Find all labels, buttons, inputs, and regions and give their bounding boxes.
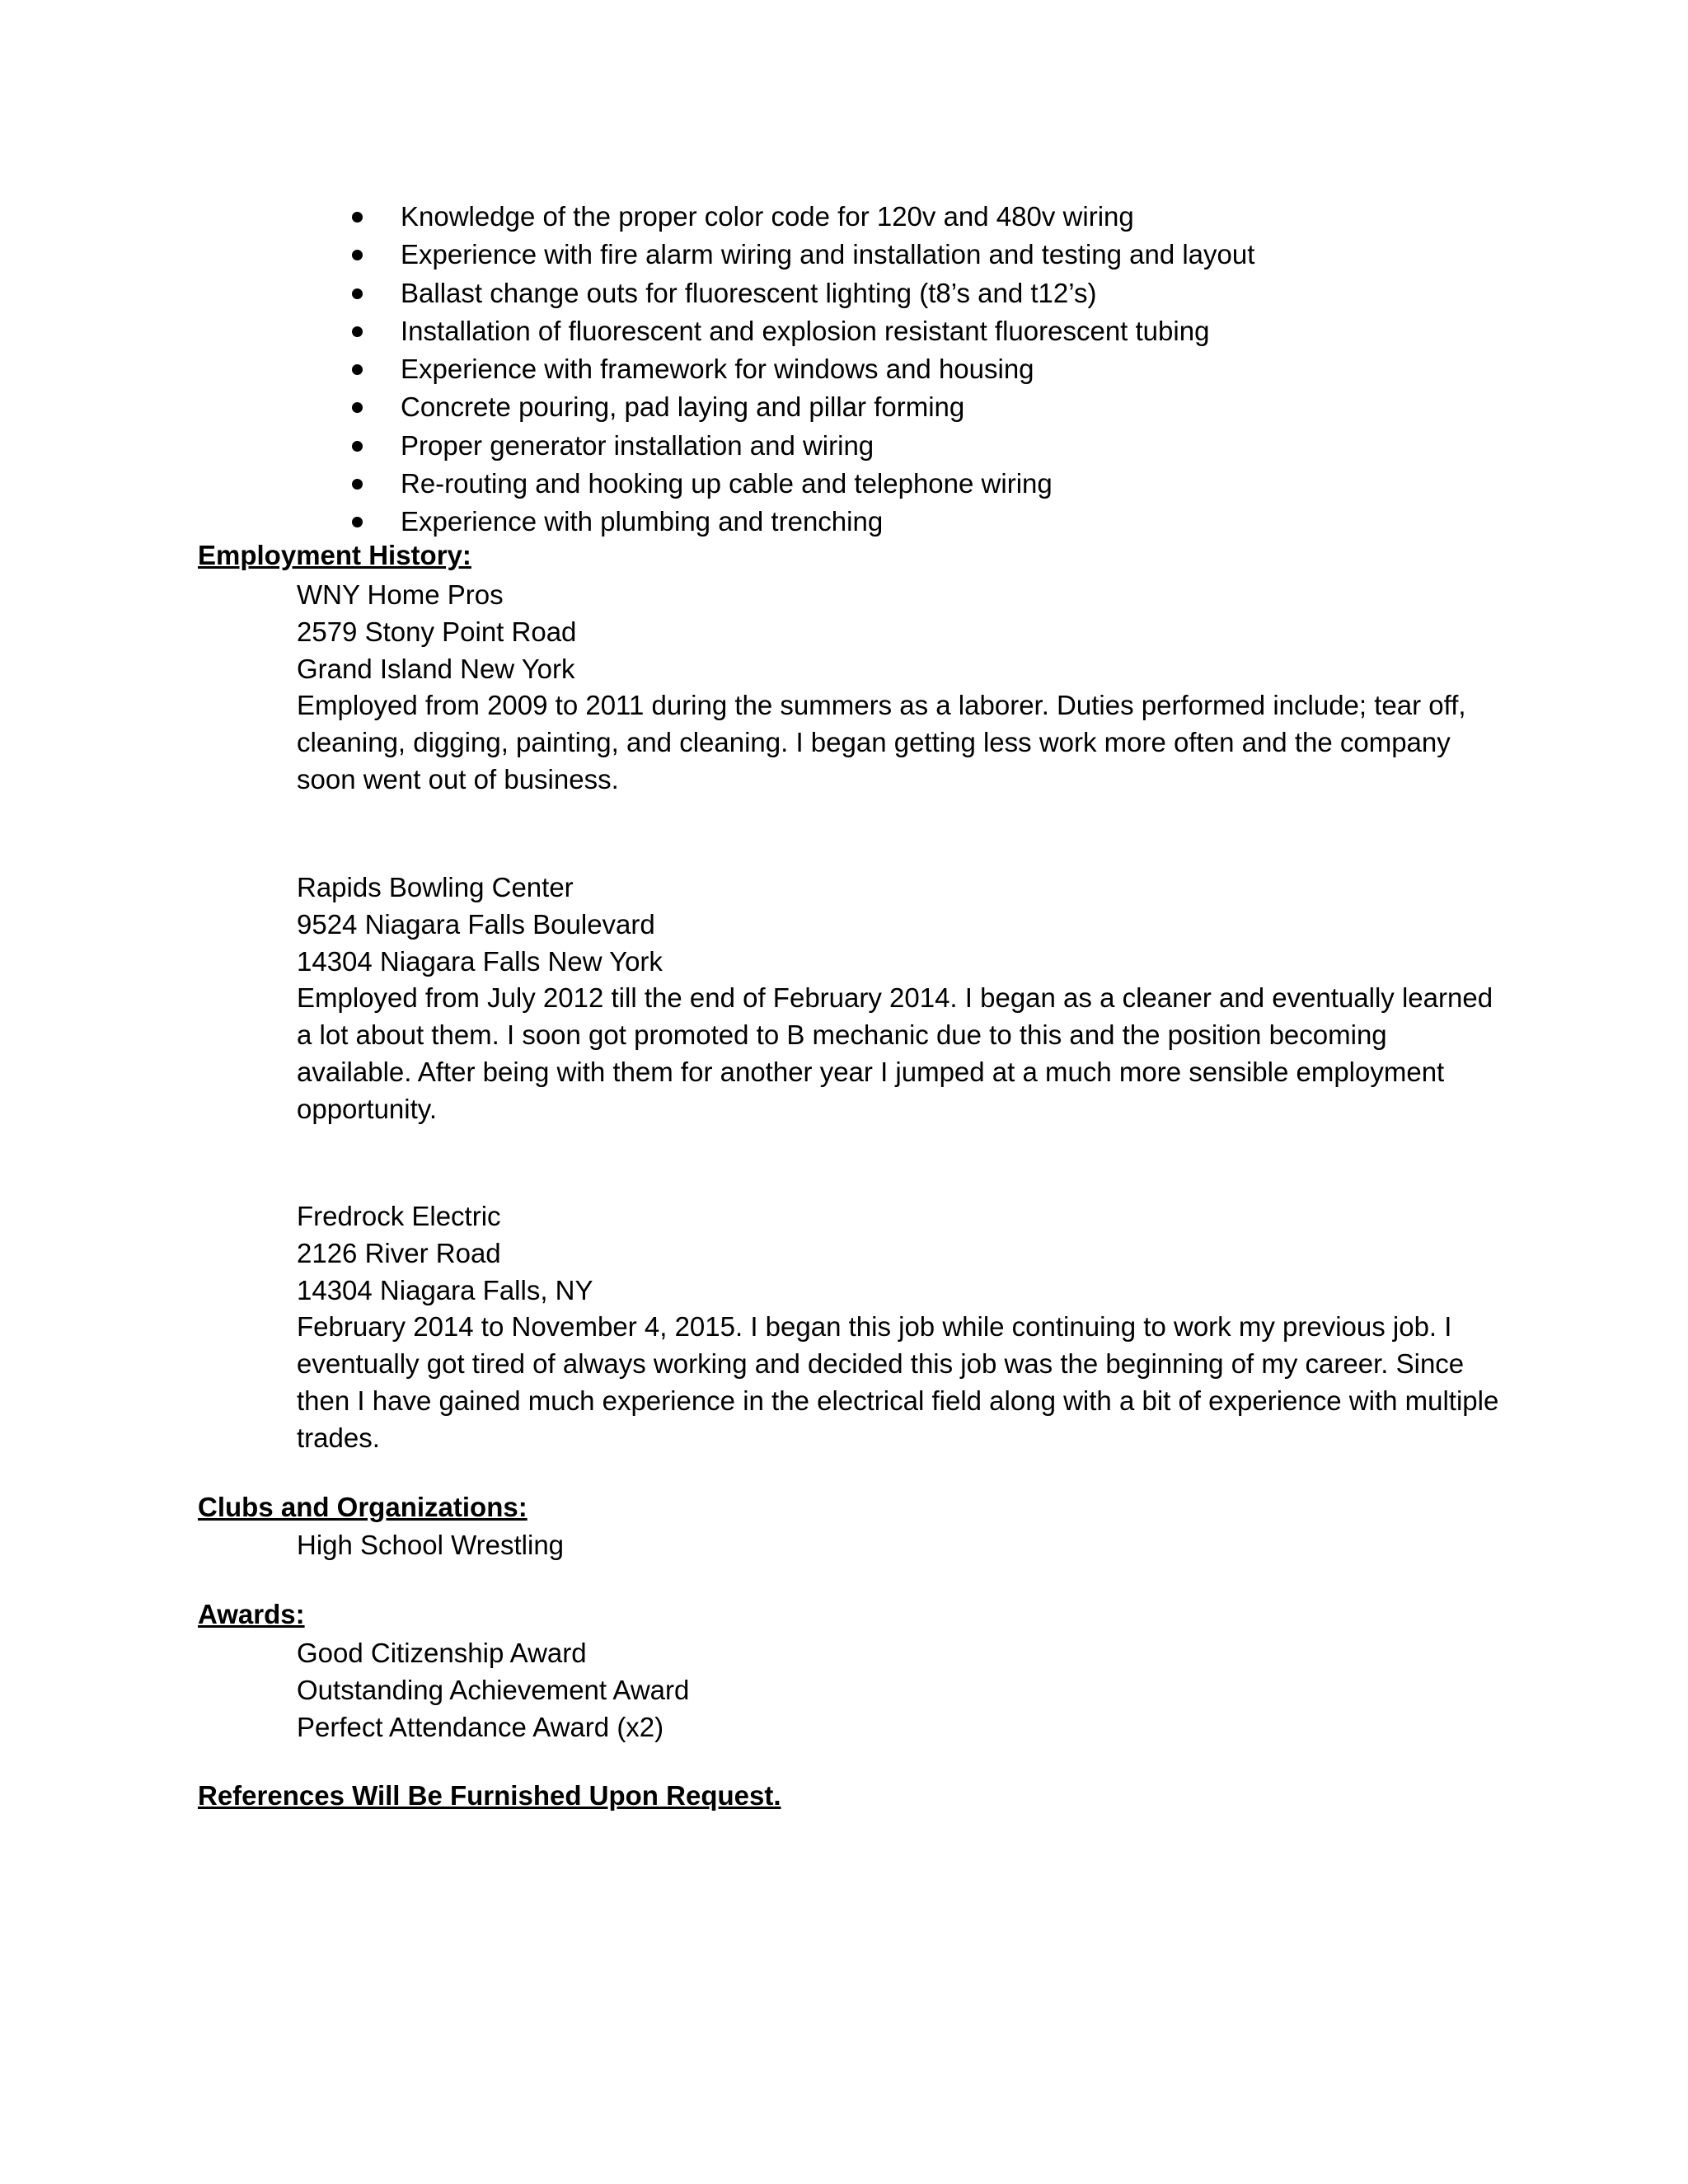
- job-description: February 2014 to November 4, 2015. I began this job while continuing to work my previous job. I eventually got tired of always working and decided this job was the beginning of my career. Since then I have gained much experience in the electrical field along with a bit of experience with multiple trades.: [297, 1311, 1499, 1453]
- skill-text: Experience with framework for windows and housing: [401, 354, 1034, 385]
- job-entry-wny-home-pros: [297, 577, 1500, 799]
- bullet-icon: [352, 441, 363, 452]
- company-name: Fredrock Electric: [297, 1201, 501, 1231]
- bullet-icon: [352, 402, 363, 413]
- list-item: [346, 312, 1254, 350]
- list-item: [346, 427, 1254, 465]
- company-address: 2579 Stony Point Road: [297, 616, 577, 647]
- bullet-icon: [352, 212, 363, 223]
- skill-text: Experience with plumbing and trenching: [401, 506, 884, 537]
- list-item: [346, 503, 1254, 541]
- references-statement: References Will Be Furnished Upon Request.: [198, 1780, 781, 1811]
- skill-text: Proper generator installation and wiring: [401, 429, 874, 461]
- bullet-icon: [352, 364, 363, 375]
- awards-list: [297, 1635, 1500, 1746]
- employment-history-heading: Employment History:: [198, 540, 471, 570]
- list-item: [346, 388, 1254, 426]
- bullet-icon: [352, 250, 363, 260]
- bullet-icon: [352, 517, 363, 527]
- skill-text: Knowledge of the proper color code for 120v and 480v wiring: [401, 201, 1134, 232]
- skill-text: Installation of fluorescent and explosion resistant fluorescent tubing: [401, 315, 1210, 346]
- bullet-icon: [352, 479, 363, 490]
- list-item: [346, 465, 1254, 503]
- list-item: [346, 350, 1254, 388]
- list-item: Outstanding Achievement Award: [297, 1674, 690, 1705]
- skill-text: Concrete pouring, pad laying and pillar forming: [401, 391, 965, 423]
- skill-text: Re-routing and hooking up cable and telephone wiring: [401, 468, 1053, 499]
- list-item: High School Wrestling: [297, 1530, 565, 1560]
- company-address: 2126 River Road: [297, 1237, 501, 1268]
- job-entry-fredrock-electric: [297, 1198, 1500, 1457]
- company-city: Grand Island New York: [297, 653, 575, 684]
- company-city: 14304 Niagara Falls New York: [297, 945, 663, 977]
- job-entry-rapids-bowling-center: [297, 869, 1500, 1128]
- awards-heading: Awards:: [198, 1599, 305, 1629]
- list-item: Perfect Attendance Award (x2): [297, 1711, 664, 1742]
- job-description: Employed from 2009 to 2011 during the summers as a laborer. Duties performed include; tear off, cleaning, digging, painting, and cleaning. I began getting less work more often and the company soon went out of business.: [297, 690, 1466, 794]
- job-description: Employed from July 2012 till the end of February 2014. I began as a cleaner and eventually learned a lot about them. I soon got promoted to B mechanic due to this and the position becoming available. After being with them for another year I jumped at a much more sensible employment opportunity.: [297, 982, 1493, 1124]
- skill-text: Ballast change outs for fluorescent lighting (t8’s and t12’s): [401, 277, 1097, 308]
- company-name: Rapids Bowling Center: [297, 872, 574, 902]
- skill-text: Experience with fire alarm wiring and installation and testing and layout: [401, 239, 1255, 270]
- list-item: [346, 236, 1254, 274]
- company-name: WNY Home Pros: [297, 579, 504, 610]
- clubs-organizations-heading: Clubs and Organizations:: [198, 1492, 528, 1522]
- list-item: Good Citizenship Award: [297, 1638, 587, 1668]
- list-item: [346, 274, 1254, 312]
- company-address: 9524 Niagara Falls Boulevard: [297, 908, 655, 940]
- list-item: [346, 198, 1254, 236]
- skills-list: [346, 198, 1254, 541]
- company-city: 14304 Niagara Falls, NY: [297, 1274, 593, 1305]
- bullet-icon: [352, 288, 363, 299]
- clubs-list: [297, 1527, 1500, 1564]
- bullet-icon: [352, 326, 363, 337]
